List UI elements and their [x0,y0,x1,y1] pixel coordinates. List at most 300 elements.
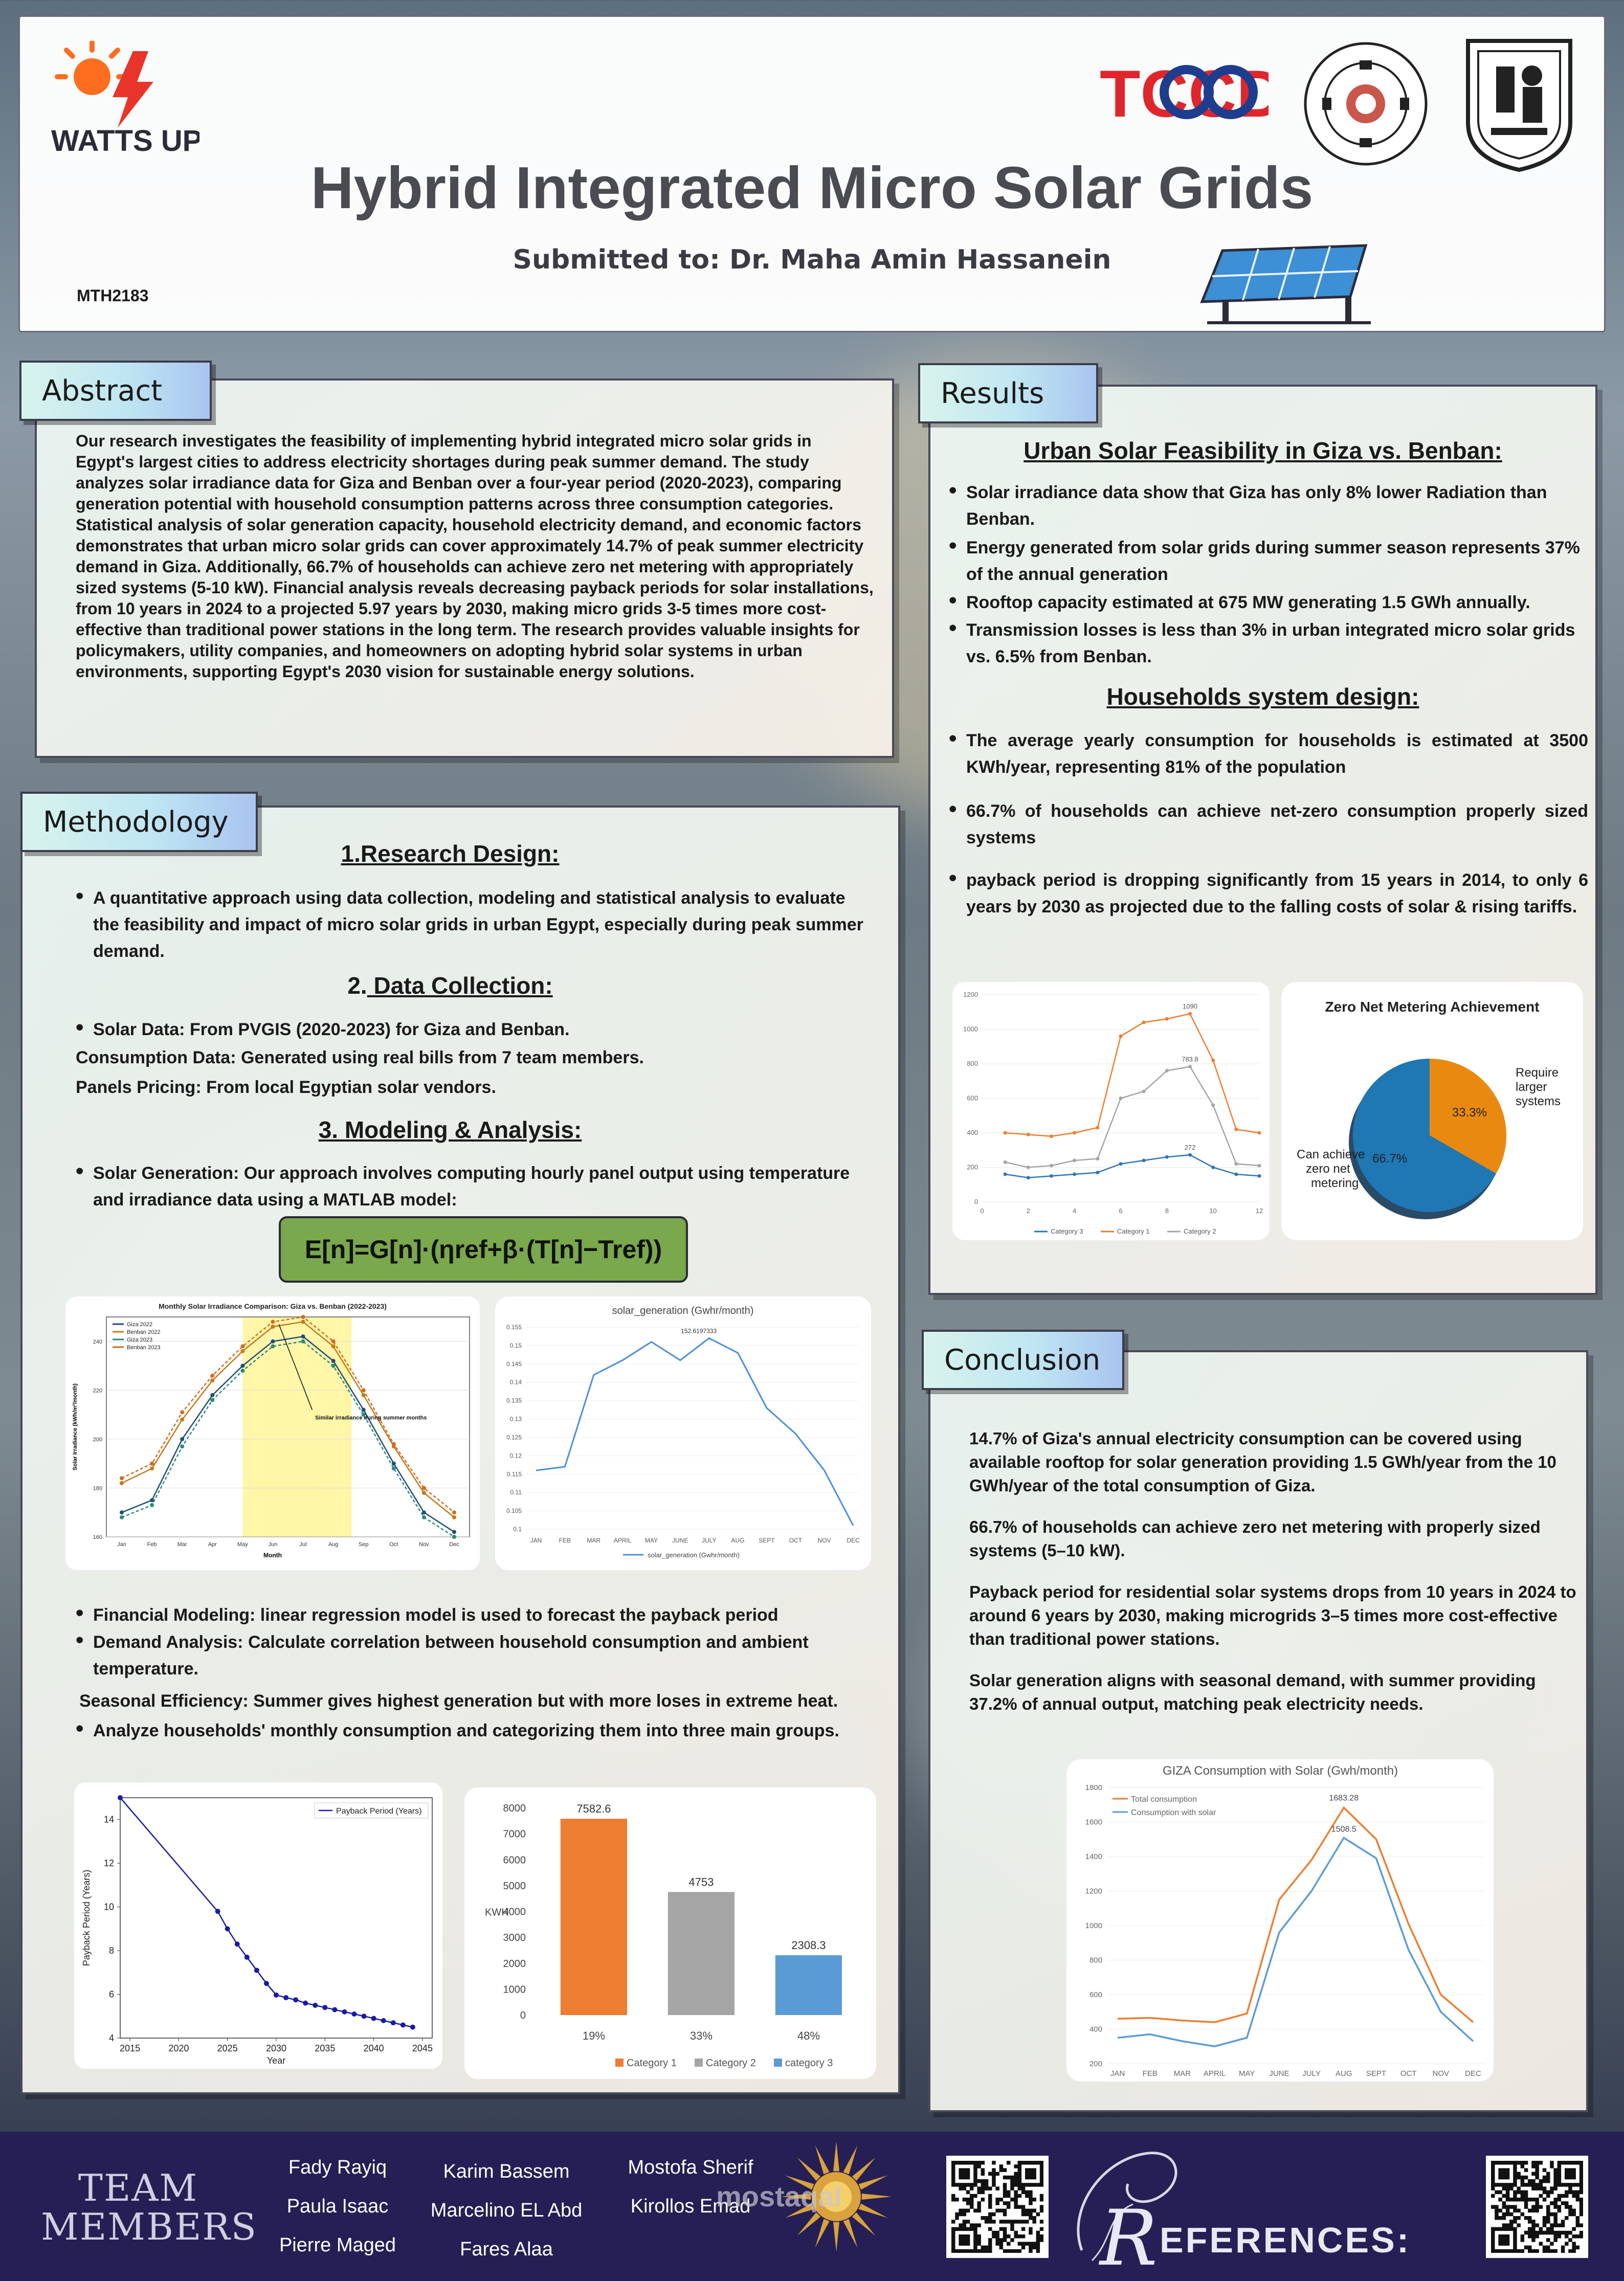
data-point [180,1444,184,1448]
qr-module [1018,2242,1022,2246]
solar-generation-chart-card [495,1296,871,1570]
x-tick-label: Jun [268,1541,278,1548]
sun-ray [852,2212,875,2235]
qr-module [1539,2194,1543,2198]
data-point [240,1344,244,1348]
qr-module [951,2227,955,2231]
qr-module [992,2172,996,2176]
qr-module [973,2242,977,2246]
qr-module [970,2183,974,2187]
qr-module [1543,2186,1547,2190]
legend-swatch [695,2059,703,2067]
qr-module [985,2183,989,2187]
qr-module [1003,2183,1007,2187]
qr-module [1576,2234,1580,2239]
qr-module [1517,2249,1521,2253]
qr-module [999,2209,1004,2213]
data-point [452,1530,456,1534]
qr-module [1546,2249,1550,2253]
qr-module [1498,2161,1502,2165]
members-column-1 [256,2148,419,2265]
qr-module [1565,2172,1569,2176]
x-tick-label: 4 [1073,1207,1077,1215]
result-bullet-transmission: • Transmission losses is less than 3% in urban integrated micro solar grids vs. 6.5% from Benban. [949,617,1588,670]
qr-module [1521,2161,1525,2165]
data-point [271,1325,275,1329]
qr-module [1491,2194,1495,2198]
qr-module [1565,2190,1569,2195]
data-point [120,1476,124,1480]
qr-module [1010,2223,1014,2227]
qr-module [1029,2242,1033,2246]
qr-module [1003,2201,1007,2205]
qr-module [1021,2246,1026,2250]
member-name: Fady Rayiq [288,2157,387,2178]
qr-module [1517,2190,1521,2195]
result-bullet-summer-energy: • Energy generated from solar grids during summer season represents 37% of the annual generation [949,534,1588,588]
y-axis-label: Payback Period (Years) [81,1869,92,1966]
qr-module [963,2198,967,2202]
qr-module [1539,2179,1543,2183]
qr-module [1553,2223,1558,2227]
qr-module [1040,2161,1043,2165]
qr-module [963,2227,967,2231]
x-tick-label: 6 [1119,1207,1123,1215]
qr-module [1543,2190,1547,2195]
qr-module [1517,2176,1521,2180]
qr-module [992,2176,996,2180]
qr-module [1040,2209,1043,2213]
qr-module [1553,2186,1558,2190]
bar [561,1819,627,2015]
irradiance-chart-card [65,1296,480,1570]
poster-subtitle: Submitted to: Dr. Maha Amin Hassanein [513,244,1111,275]
qr-module [1029,2231,1033,2235]
qr-module [1550,2201,1554,2205]
qr-module [1528,2227,1532,2231]
households-design-title: Households system design: [1106,683,1419,710]
qr-module [1553,2220,1558,2224]
qr-module [1506,2186,1510,2190]
x-tick-label: Aug [328,1541,339,1548]
qr-module [1495,2183,1499,2187]
qr-module [1568,2209,1572,2213]
data-point [1188,1153,1192,1157]
qr-module [973,2168,977,2172]
member-name: Karim Bassem [443,2161,570,2182]
qr-module [1524,2161,1528,2165]
sun-ray [859,2176,887,2190]
data-point [301,1315,305,1319]
y-tick-label: 8000 [503,1803,526,1814]
qr-module [1003,2209,1007,2213]
y-tick-label: 0.15 [509,1341,522,1349]
data-point [271,1344,275,1348]
qr-module [1029,2168,1033,2172]
qr-module [1513,2246,1517,2250]
qr-module [959,2212,963,2217]
qr-module [1003,2234,1007,2239]
qr-module [1561,2246,1565,2250]
qr-module [977,2209,981,2213]
plot-frame [120,1798,432,2038]
qr-module [1531,2231,1536,2235]
qr-module [966,2176,970,2180]
qr-module [1558,2176,1562,2180]
qr-module [1543,2220,1547,2224]
qr-module [992,2168,996,2172]
references-label[interactable] [1100,2194,1411,2281]
x-tick-label: MAY [1239,2069,1255,2078]
qr-module [1553,2201,1558,2205]
y-tick-label: 1000 [963,1025,978,1033]
sun-ray [815,2219,830,2248]
qr-module [1491,2164,1495,2168]
household-bullet-payback: • payback period is dropping significantly from 15 years in 2014, to only 6 years by 2030 as projected due to the falling costs of solar & rising tariffs. [949,867,1588,920]
qr-module [951,2183,955,2187]
qr-module [1007,2205,1011,2209]
qr-module [1021,2212,1026,2217]
qr-module [1502,2205,1506,2209]
x-tick-label: APRIL [1203,2069,1226,2078]
qr-module [1498,2242,1502,2246]
qr-module [963,2220,967,2224]
qr-module [995,2209,999,2213]
qr-module [1521,2179,1525,2183]
qr-module [988,2227,992,2231]
data-point [1211,1166,1215,1169]
qr-module [1509,2227,1514,2231]
y-tick-label: 5000 [503,1880,526,1892]
qr-module [1025,2161,1029,2165]
qr-module [1014,2205,1018,2209]
qr-module [955,2216,959,2220]
qr-module [1543,2223,1547,2227]
qr-module [1568,2205,1572,2209]
data-point [401,2022,406,2027]
poster-title: Hybrid Integrated Micro Solar Grids [310,154,1314,221]
qr-module [1007,2190,1011,2195]
category-line-chart [952,982,1270,1240]
conclusion-paragraph-1: 14.7% of Giza's annual electricity consumption can be covered using available rooftop for solar generation providing 1.5 GWh/year from the 10 GWh/year of the total consumption of Giza. [969,1429,1556,1495]
qr-module [1007,2161,1011,2165]
qr-module [1546,2209,1550,2213]
data-point [301,1320,305,1324]
data-point [180,1418,184,1422]
qr-module [1565,2176,1569,2180]
qr-module [1572,2168,1576,2172]
qr-module [1036,2242,1040,2246]
qr-module [1513,2172,1517,2176]
data-point [1142,1159,1146,1162]
research-design-title: 1.Research Design: [341,840,560,867]
data-point [150,1462,154,1466]
qr-module [981,2183,985,2187]
qr-module [1528,2246,1532,2250]
data-label: 1683.28 [1329,1794,1359,1803]
qr-module [1032,2216,1036,2220]
y-tick-label: 200 [967,1163,978,1171]
qr-module [988,2205,992,2209]
qr-module [1502,2172,1506,2176]
legend-label: Category 1 [627,2058,677,2069]
qr-module [1506,2227,1510,2231]
qr-module [1509,2198,1514,2202]
qr-module [1521,2190,1525,2195]
qr-module [1498,2168,1502,2172]
y-tick-label: 6000 [503,1854,526,1866]
qr-module [1513,2168,1517,2172]
qr-module [963,2212,967,2217]
qr-module [1521,2183,1525,2187]
qr-module [1018,2186,1022,2190]
qr-module [985,2179,989,2183]
x-tick-label: 10 [1209,1207,1217,1215]
qr-module [1524,2198,1528,2202]
qr-module [1535,2161,1539,2165]
qr-module [970,2227,974,2231]
sun-ray [843,2219,857,2248]
qr-module [1568,2172,1572,2176]
qr-module [1528,2234,1532,2239]
y-tick-label: 600 [967,1094,978,1102]
data-point [301,1339,305,1344]
qr-module [1502,2242,1506,2246]
qr-module [1513,2198,1517,2202]
qr-module [995,2238,999,2242]
qr-module [1579,2186,1583,2190]
watts-up-logo [46,41,199,159]
data-point [150,1466,154,1470]
y-tick-label: 0.135 [506,1397,522,1404]
x-tick-label: Apr [208,1541,217,1548]
qr-module [963,2172,967,2176]
qr-module [1553,2205,1558,2209]
qr-module [1572,2190,1576,2195]
qr-module [1491,2227,1495,2231]
qr-module [1003,2194,1007,2198]
urban-feasibility-title: Urban Solar Feasibility in Giza vs. Benban: [1024,437,1502,464]
qr-module [1003,2168,1007,2172]
data-point [1027,1166,1030,1169]
member-name: Mostofa Sherif [628,2157,753,2178]
data-point [1165,1155,1169,1159]
qr-module [1524,2168,1528,2172]
qr-module [1535,2205,1539,2209]
slice-label: metering [1311,1176,1359,1190]
qr-module [1498,2183,1502,2187]
qr-module [988,2201,992,2205]
qr-module [1036,2231,1040,2235]
qr-module [1543,2246,1547,2250]
qr-module [1018,2168,1022,2172]
qr-module [973,2172,977,2176]
qr-module [1498,2209,1502,2213]
qr-module [1572,2209,1576,2213]
qr-module [1029,2227,1033,2231]
qr-module [1517,2209,1521,2213]
data-point [1096,1126,1099,1129]
qr-module [1576,2220,1580,2224]
modeling-title: 3. Modeling & Analysis: [318,1116,582,1143]
qr-module [1029,2246,1033,2250]
x-tick-label: 8 [1165,1207,1169,1215]
data-point [422,1515,426,1519]
qr-module [955,2198,959,2202]
tccd-logo [1100,56,1269,128]
y-tick-label: 12 [103,1858,114,1869]
data-point [1234,1128,1238,1131]
payback-chart [74,1782,442,2069]
qr-module [1513,2216,1517,2220]
sun-ray [797,2212,820,2235]
team-qr-code[interactable] [946,2156,1049,2258]
data-point [342,2009,347,2015]
qr-module [1568,2231,1572,2235]
qr-module [959,2209,963,2213]
qr-module [999,2246,1004,2250]
chart-title: solar_generation (Gwhr/month) [612,1305,754,1316]
qr-module [995,2186,999,2190]
qr-module [1579,2209,1583,2213]
data-point [1119,1035,1123,1038]
x-tick-label: Oct [389,1541,398,1548]
member-name: Fares Alaa [460,2239,553,2260]
x-tick-label: MAR [1173,2069,1191,2078]
data-point [362,2014,367,2019]
qr-module [981,2246,985,2250]
qr-module [977,2249,981,2253]
data-point [240,1369,244,1373]
qr-module [1553,2249,1558,2253]
slice-label: Require [1516,1066,1559,1080]
qr-module [995,2198,999,2202]
qr-module [1524,2201,1528,2205]
y-tick-label: 200 [93,1436,102,1443]
qr-module [999,2242,1004,2246]
qr-module [1498,2227,1502,2231]
qr-module [955,2183,959,2187]
qr-module [1506,2212,1510,2217]
x-tick-label: NOV [817,1537,831,1544]
qr-module [973,2183,977,2187]
qr-module [1579,2179,1583,2183]
qr-module [992,2234,996,2239]
qr-module [1524,2183,1528,2187]
y-tick-label: 0.1 [513,1526,522,1533]
qr-module [1539,2227,1543,2231]
legend-label: category 3 [785,2058,833,2069]
qr-module [963,2223,967,2227]
data-label: 783.8 [1182,1055,1198,1063]
qr-module [1498,2176,1502,2180]
qr-module [1021,2220,1026,2224]
qr-module [995,2201,999,2205]
qr-module [1572,2242,1576,2246]
qr-module [1568,2161,1572,2165]
qr-module [1565,2183,1569,2187]
qr-module [1550,2242,1554,2246]
qr-module [1579,2198,1583,2202]
qr-module [1506,2161,1510,2165]
data-point [215,1909,220,1914]
references-qr-code[interactable] [1486,2156,1588,2258]
qr-module [970,2249,974,2253]
x-tick-label: 2015 [120,2043,141,2053]
qr-module [966,2220,970,2224]
qr-module [1565,2201,1569,2205]
qr-module [951,2231,955,2235]
irradiance-chart [65,1296,480,1570]
x-tick-label: Jan [117,1541,126,1548]
bar [775,1955,842,2015]
qr-module [977,2186,981,2190]
household-bullet-consumption: • The average yearly consumption for households is estimated at 3500 KWh/year, representing 81% of the population [949,727,1588,780]
qr-module [1502,2238,1506,2242]
y-tick-label: 0.125 [506,1434,522,1441]
qr-module [1558,2161,1562,2165]
qr-module [951,2164,955,2168]
x-tick-label: NOV [1432,2069,1450,2078]
qr-module [1561,2194,1565,2198]
qr-module [1509,2183,1514,2187]
data-collection-title [0,972,900,999]
qr-module [1029,2190,1033,2195]
qr-module [973,2227,977,2231]
x-tick-label: OCT [1400,2069,1417,2078]
qr-module [951,2242,955,2246]
qr-module [1491,2246,1495,2250]
qr-module [1521,2238,1525,2242]
qr-module [1539,2242,1543,2246]
qr-module [973,2223,977,2227]
qr-module [959,2242,963,2246]
qr-module [985,2249,989,2253]
conclusion-paragraph-4: Solar generation aligns with seasonal demand, with summer providing 37.2% of annual output, matching peak electricity needs. [969,1671,1536,1713]
qr-module [1535,2209,1539,2213]
y-tick-label: 4 [108,2033,114,2043]
qr-module [1018,2176,1022,2180]
qr-module [959,2183,963,2187]
qr-module [1553,2216,1558,2220]
qr-module [1506,2198,1510,2202]
qr-module [1040,2168,1043,2172]
qr-module [1506,2194,1510,2198]
qr-module [1576,2194,1580,2198]
qr-module [1576,2190,1580,2195]
y-tick-label: 0 [520,2010,526,2021]
conclusion-paragraph-2: 66.7% of households can achieve zero net metering with properly sized systems (5–10 kW). [969,1517,1541,1560]
qr-module [1491,2172,1495,2176]
qr-module [1576,2246,1580,2250]
qr-module [1568,2238,1572,2242]
x-tick-label: FEB [559,1537,571,1544]
qr-module [1550,2161,1554,2165]
qr-module [1513,2242,1517,2246]
series-line [1118,1838,1473,2046]
qr-module [970,2194,974,2198]
qr-module [1546,2227,1550,2231]
x-tick-label: MAY [644,1537,658,1544]
data-point [244,1955,250,1960]
x-tick-label: JAN [1110,2069,1125,2078]
qr-module [1576,2183,1580,2187]
qr-module [1553,2179,1558,2183]
qr-module [1565,2234,1569,2239]
x-tick-label: AUG [1336,2069,1352,2078]
watermark-text: mostaqal [716,2180,842,2212]
legend-label: Category 1 [1117,1227,1150,1235]
